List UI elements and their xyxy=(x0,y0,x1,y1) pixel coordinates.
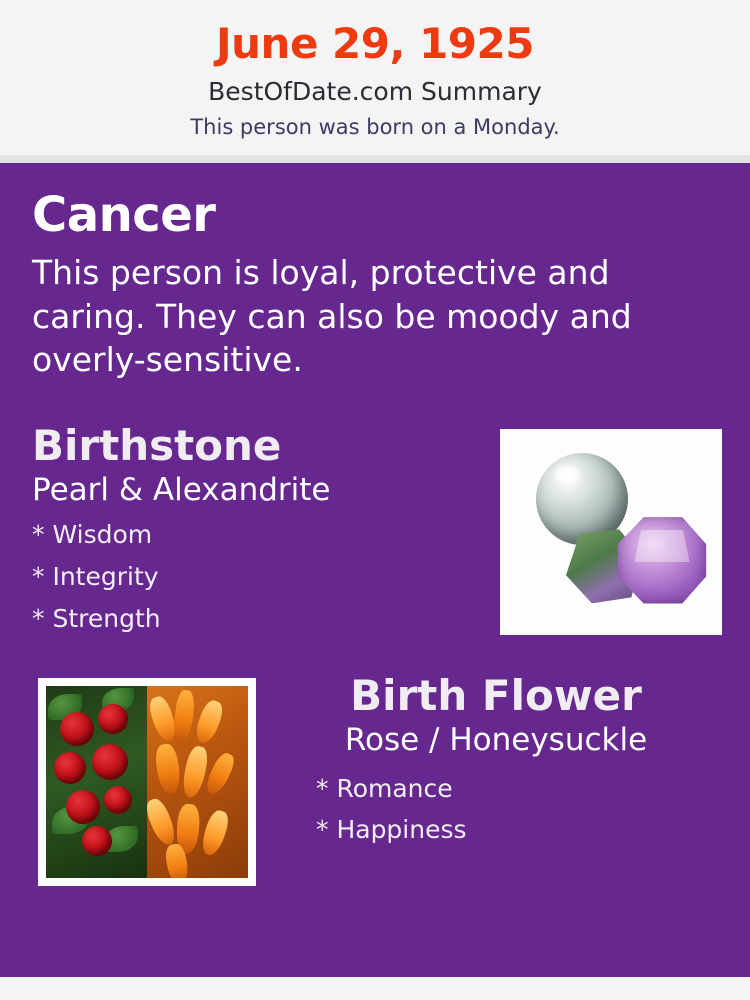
birthstone-section xyxy=(32,421,718,644)
birth-flower-heading: Birth Flower xyxy=(350,671,642,721)
zodiac-sign-title: Cancer xyxy=(32,186,216,243)
honeysuckle-photo xyxy=(147,686,248,878)
list-item: * Romance xyxy=(316,773,453,803)
list-item: * Wisdom xyxy=(32,519,153,549)
zodiac-description: This person is loyal, protective and caring. They can also be moody and overly-sensitive. xyxy=(32,252,632,380)
header-divider xyxy=(0,155,750,163)
birth-flower-text xyxy=(274,671,718,844)
birth-flower-image-frame xyxy=(38,678,256,886)
list-item: * Strength xyxy=(32,603,161,633)
birthstone-image-frame xyxy=(500,429,722,635)
birth-flower-image xyxy=(46,686,248,878)
list-item: * Happiness xyxy=(316,814,467,844)
birthstone-heading: Birthstone xyxy=(32,421,282,471)
header xyxy=(0,0,750,155)
site-summary-label: BestOfDate.com Summary xyxy=(208,77,542,107)
list-item: * Integrity xyxy=(32,561,159,591)
birth-flower-section xyxy=(32,671,718,884)
page-title: June 29, 1925 xyxy=(216,19,534,68)
roses-photo xyxy=(46,686,147,878)
body xyxy=(0,163,750,977)
birth-flower-trait-list xyxy=(274,773,718,844)
birthstone-value: Pearl & Alexandrite xyxy=(32,472,331,509)
birth-day-note: This person was born on a Monday. xyxy=(190,114,560,139)
birthstone-image xyxy=(508,437,714,627)
birth-flower-value: Rose / Honeysuckle xyxy=(344,722,648,759)
